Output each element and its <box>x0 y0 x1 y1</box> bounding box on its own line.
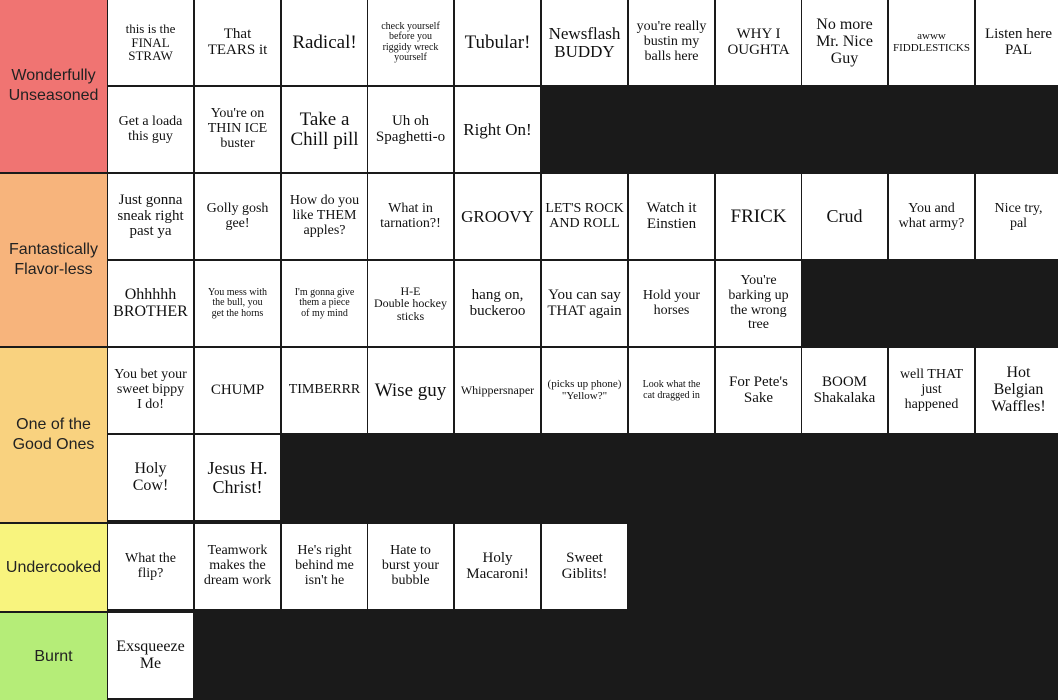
tier-item[interactable] <box>108 174 193 259</box>
tier-item-text: hang on, buckeroo <box>469 286 526 319</box>
tier-item[interactable] <box>282 524 367 609</box>
tier-item-text: Radical! <box>292 31 357 53</box>
tier-item-text: Just gonna sneak right past ya <box>117 191 184 240</box>
tier-item-text: Holy Cow! <box>132 459 169 494</box>
tier-item[interactable] <box>455 524 540 609</box>
tier-item[interactable] <box>716 0 801 85</box>
tier-label: Burnt <box>0 613 107 700</box>
tier-items <box>108 613 1058 700</box>
tier-item-text: That TEARS it <box>207 25 268 58</box>
tier-item-text: TIMBERRR <box>288 382 361 398</box>
tier-item-text: Wise guy <box>374 379 447 401</box>
tier-item-text: Exsqueeze Me <box>116 637 185 672</box>
tier-item[interactable] <box>455 0 540 85</box>
tier-item-text: No more Mr. Nice Guy <box>816 16 873 67</box>
tier-item-text: You bet your sweet bippy I do! <box>114 367 187 412</box>
tier-item[interactable] <box>282 87 367 172</box>
tier-item-text: Whippersnaper <box>460 383 535 398</box>
tier-item[interactable] <box>368 0 453 85</box>
tier-item[interactable] <box>542 348 627 433</box>
tier-item[interactable] <box>282 348 367 433</box>
tier-item-text: Watch it Einstien <box>646 199 697 232</box>
tier-item-text: Ohhhhh BROTHER <box>113 285 188 320</box>
tier-item[interactable] <box>629 0 714 85</box>
tier-label: Fantastically Flavor-less <box>0 174 107 346</box>
tier-item-text: awww FIDDLESTICKS <box>892 29 970 54</box>
tier-item-text: WHY I OUGHTA <box>727 25 790 58</box>
tier-item[interactable] <box>976 174 1058 259</box>
tier-item-text: How do you like THEM apples? <box>289 193 360 238</box>
tier-item[interactable] <box>802 174 887 259</box>
tier-item[interactable] <box>108 0 193 85</box>
tier-item[interactable] <box>282 174 367 259</box>
tier-item[interactable] <box>542 174 627 259</box>
tier-item-text: You can say THAT again <box>547 286 622 319</box>
tier-item[interactable] <box>195 261 280 346</box>
tier-item-text: Hold your horses <box>642 287 701 318</box>
tier-item-text: Holy Macaroni! <box>466 549 529 582</box>
tier-item[interactable] <box>108 348 193 433</box>
tier-item[interactable] <box>195 87 280 172</box>
tier-item[interactable] <box>368 87 453 172</box>
tier-item-text: Newsflash BUDDY <box>548 23 621 61</box>
tier-item[interactable] <box>455 174 540 259</box>
tier-item-text: Take a Chill pill <box>290 108 359 150</box>
tier-item[interactable] <box>542 261 627 346</box>
tier-item[interactable] <box>542 0 627 85</box>
tier-item[interactable] <box>629 174 714 259</box>
tier-item[interactable] <box>195 435 280 520</box>
tier-item-text: well THAT just happened <box>899 367 964 412</box>
tier-item-text: (picks up phone) "Yellow?" <box>547 377 622 402</box>
tier-item-text: Look what the cat dragged in <box>642 379 701 401</box>
tier-item-text: H-E Double hockey sticks <box>374 283 447 323</box>
tier-items <box>108 0 1058 172</box>
tier-item-text: BOOM Shakalaka <box>813 373 876 406</box>
tier-item-text: LET'S ROCK AND ROLL <box>545 200 624 231</box>
tier-item-text: check yourself before you riggidy wreck yourself <box>381 20 440 63</box>
tier-item[interactable] <box>195 174 280 259</box>
tier-item-text: I'm gonna give them a piece of my mind <box>294 286 355 319</box>
tier-item[interactable] <box>108 613 193 698</box>
tier-row <box>0 613 1058 700</box>
tier-item[interactable] <box>716 261 801 346</box>
tier-item-text: Golly gosh gee! <box>206 200 269 231</box>
tier-label: One of the Good Ones <box>0 348 107 522</box>
tier-item-text: Jesus H. Christ! <box>207 457 268 497</box>
tier-items <box>108 174 1058 346</box>
tier-item-text: You and what army? <box>898 200 965 231</box>
tier-item-text: Tubular! <box>464 31 531 53</box>
tier-item[interactable] <box>108 261 193 346</box>
tier-item-text: What the flip? <box>125 550 176 581</box>
tier-item-text: CHUMP <box>210 381 265 398</box>
tier-item[interactable] <box>108 524 193 609</box>
tier-item[interactable] <box>282 0 367 85</box>
tier-item[interactable] <box>282 261 367 346</box>
tier-item[interactable] <box>889 174 974 259</box>
tier-item-text: He's right behind me isn't he <box>295 543 354 588</box>
tier-item-text: For Pete's Sake <box>729 373 788 406</box>
tier-item-text: Hot Belgian Waffles! <box>991 364 1046 415</box>
tier-item[interactable] <box>716 174 801 259</box>
tier-item[interactable] <box>455 348 540 433</box>
tier-item[interactable] <box>629 261 714 346</box>
tier-item[interactable] <box>455 87 540 172</box>
tier-item[interactable] <box>195 524 280 609</box>
tier-item[interactable] <box>368 174 453 259</box>
tier-items <box>108 348 1058 522</box>
tier-item[interactable] <box>195 0 280 85</box>
tier-item[interactable] <box>802 348 887 433</box>
tier-item[interactable] <box>195 348 280 433</box>
tier-item-text: FRICK <box>730 205 787 227</box>
tier-item-text: Sweet Giblits! <box>561 549 608 582</box>
tier-item-text: Get a loada this guy <box>118 113 183 144</box>
tier-row <box>0 174 1058 346</box>
tier-item[interactable] <box>889 348 974 433</box>
tier-item-text: GROOVY <box>461 206 534 226</box>
tier-item-text: Right On! <box>463 119 532 139</box>
tier-item-text: Uh oh Spaghetti-o <box>375 112 446 145</box>
tier-item[interactable] <box>976 348 1058 433</box>
tier-label: Wonderfully Unseasoned <box>0 0 107 172</box>
tier-row <box>0 0 1058 172</box>
tier-row <box>0 524 1058 611</box>
tier-item[interactable] <box>802 0 887 85</box>
tier-item[interactable] <box>629 348 714 433</box>
tier-item-text: Hate to burst your bubble <box>381 543 440 588</box>
tier-item[interactable] <box>368 261 453 346</box>
tier-item[interactable] <box>108 435 193 520</box>
tier-item-text: you're really bustin my balls here <box>636 19 707 64</box>
tier-item-text: You're on THIN ICE buster <box>207 106 268 151</box>
tier-item-text: this is the FINAL STRAW <box>125 21 176 64</box>
tier-item[interactable] <box>976 0 1058 85</box>
tier-item-text: What in tarnation?! <box>380 200 441 231</box>
tier-label: Undercooked <box>0 524 107 611</box>
tier-row <box>0 348 1058 522</box>
tier-item[interactable] <box>716 348 801 433</box>
tier-item-text: You're barking up the wrong tree <box>728 273 789 333</box>
tier-item[interactable] <box>542 524 627 609</box>
tier-item-text: Crud <box>826 206 863 227</box>
tier-item[interactable] <box>368 348 453 433</box>
tier-item-text: Teamwork makes the dream work <box>203 543 272 588</box>
tier-item[interactable] <box>455 261 540 346</box>
tier-item-text: Listen here PAL <box>984 25 1053 58</box>
tier-item-text: Nice try, pal <box>994 200 1043 231</box>
tier-items <box>108 524 1058 611</box>
tier-item-text: You mess with the bull, you get the horns <box>208 286 267 319</box>
tier-item[interactable] <box>368 524 453 609</box>
tier-item[interactable] <box>889 0 974 85</box>
tier-item[interactable] <box>108 87 193 172</box>
